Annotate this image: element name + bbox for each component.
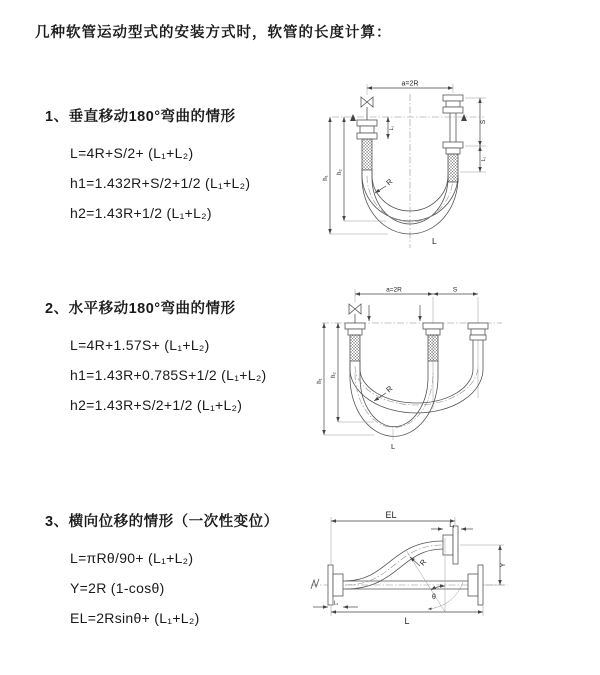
- formula-line: Y=2R (1-cosθ): [70, 580, 165, 596]
- fitting-extent-arrows: [369, 305, 420, 321]
- length-label: L: [404, 616, 410, 626]
- braided-hose-section: [350, 335, 360, 361]
- dim-h2-label: h₂: [331, 372, 337, 378]
- braided-hose-section: [428, 335, 438, 361]
- dimension-el: [331, 510, 455, 564]
- dim-l1-label: L₁: [449, 523, 455, 529]
- formula-line: L=4R+S/2+ (L₁+L₂): [70, 145, 194, 161]
- section-2: [45, 297, 267, 420]
- radius-label: R: [417, 557, 429, 568]
- formula-line: h1=1.432R+S/2+1/2 (L₁+L₂): [70, 175, 251, 191]
- diagram-lateral-displacement: [303, 508, 593, 643]
- centerlines: [332, 94, 484, 248]
- angle-label: θ: [432, 594, 436, 601]
- section-2-heading: 2、水平移动180°弯曲的情形: [45, 301, 236, 317]
- radius-callout: [375, 177, 395, 193]
- dim-l1-label: L₁: [389, 125, 395, 131]
- dimension-l1-left: [388, 117, 395, 139]
- radius-callout: [374, 384, 395, 401]
- radius-label: R: [384, 383, 395, 395]
- formula-line: EL=2Rsinθ+ (L₁+L₂): [70, 610, 200, 626]
- dim-h2-label: h₂: [337, 169, 343, 175]
- page-title: 几种软管运动型式的安装方式时，软管的长度计算：: [35, 25, 392, 41]
- formula-line: L=πRθ/90+ (L₁+L₂): [70, 550, 194, 566]
- section-3-heading: 3、横向位移的情形（一次性变位）: [45, 514, 279, 530]
- u-hose: [362, 170, 458, 234]
- dim-a2r-label: a=2R: [386, 286, 402, 294]
- dimension-s: [465, 98, 487, 146]
- diagram-horizontal-180-bend: [312, 283, 578, 455]
- section-1-heading: 1、垂直移动180°弯曲的情形: [45, 109, 236, 125]
- dim-l2-label: L₂: [333, 600, 339, 607]
- right-pipe-assembly: [468, 323, 488, 340]
- length-label: L: [391, 442, 396, 451]
- dim-s-label: S: [452, 286, 458, 294]
- dimension-l: [331, 606, 483, 626]
- formula-line: h2=1.43R+1/2 (L₁+L₂): [70, 205, 212, 221]
- dimension-y: [460, 545, 507, 585]
- section-2-formulas: [70, 330, 267, 420]
- dim-l1-label: L₁: [481, 156, 487, 162]
- left-flange: [328, 565, 343, 605]
- dimension-a2r: [355, 287, 433, 295]
- dim-a2r-label: a=2R: [401, 80, 419, 88]
- dim-h1-label: h₁: [323, 175, 329, 181]
- dimension-a2r: [367, 81, 453, 96]
- valve-icon: [349, 304, 361, 314]
- dim-h1-label: h₁: [317, 378, 323, 384]
- right-flange: [468, 565, 483, 605]
- radius-label: R: [384, 176, 395, 188]
- dimension-l2: [313, 601, 358, 608]
- dim-s-label: S: [480, 119, 487, 125]
- section-3: [45, 510, 279, 633]
- diagram-vertical-180-bend: [316, 80, 568, 252]
- section-1-formulas: [70, 138, 250, 228]
- formula-line: h2=1.43R+S/2+1/2 (L₁+L₂): [70, 397, 243, 413]
- dimension-l1: [431, 523, 473, 529]
- pipe-break-mark: [311, 579, 319, 589]
- formula-line: L=4R+1.57S+ (L₁+L₂): [70, 337, 210, 353]
- right-pipe-assembly: [443, 95, 463, 182]
- dimension-s: [433, 287, 478, 295]
- dim-el-label: EL: [385, 510, 397, 520]
- formula-line: h1=1.43R+0.785S+1/2 (L₁+L₂): [70, 367, 267, 383]
- dimension-h1: [323, 117, 388, 234]
- dim-y-label: Y: [500, 562, 507, 568]
- left-pipe-assembly: [345, 304, 365, 361]
- valve-icon: [361, 97, 373, 107]
- section-3-formulas: [70, 543, 279, 633]
- middle-pipe-assembly: [423, 323, 443, 361]
- braided-hose-section: [362, 139, 372, 170]
- section-1: [45, 105, 250, 228]
- left-pipe-assembly: [357, 97, 377, 170]
- displaced-hose-s-curve: [345, 541, 443, 589]
- dimension-l1-right: [460, 146, 487, 172]
- dimension-h1: [317, 323, 374, 435]
- length-label: L: [432, 236, 437, 246]
